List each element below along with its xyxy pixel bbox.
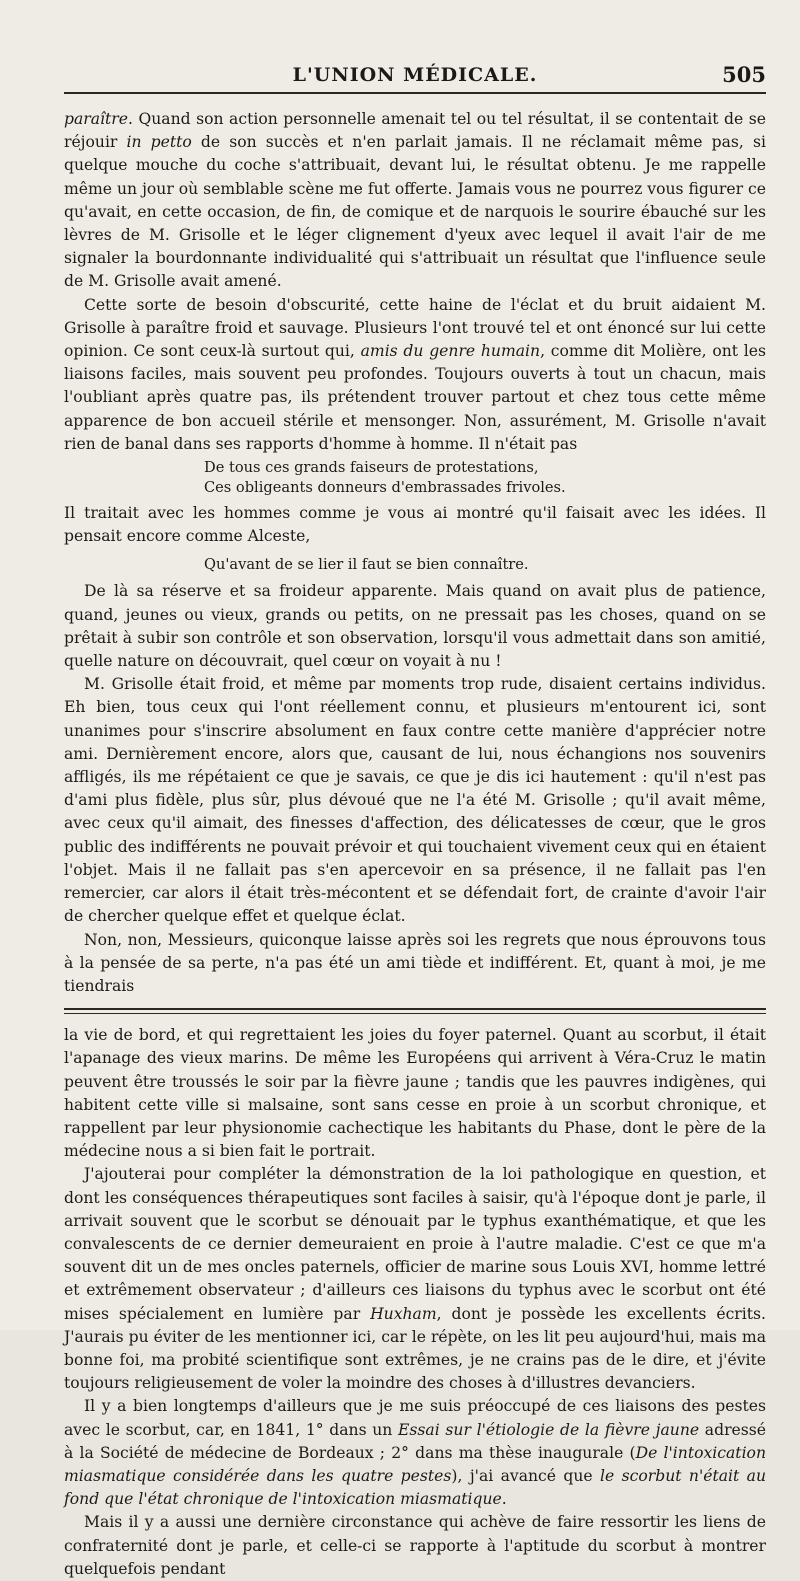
paragraph: De là sa réserve et sa froideur apparente. Mais quand on avait plus de patience, quand, jeunes ou vieux, grands ou petits, on ne pressait pas les choses, quand on se prêtait à subir son contrôle et son observation, lorsqu'il vous admettait dans son amitié, quelle nature on découvrait, quel cœur on voyait à nu ! [64,582,766,671]
text-run: de son succès et n'en parlait jamais. Il ne réclamait même pas, si quelque mouche du coche s'attribuait, devant lui, le résultat obtenu. Je me rappelle même un jour où semblable scène me fut offerte. Jamais vous ne pourrez vous figurer ce qu'avait, en cette occasion, de fin, de comique et de narquois le sourire ébauché sur les lèvres de M. Grisolle et le léger clignement d'yeux avec lequel il avait l'air de me signaler la bourdonnante individualité qui s'attribuait un résultat que l'influence seule de M. Grisolle avait amené. [64,133,766,291]
text-run: adressé à la Société de médecine de Bordeaux ; 2° dans ma thèse inaugurale ( [64,1420,766,1462]
italic-text: in petto [126,133,192,152]
page-number: 505 [722,62,766,87]
paragraph: Mais il y a aussi une dernière circonstance qui achève de faire ressortir les liens de confraternité dont je parle, et celle-ci se rapporte à l'aptitude du scorbut à montrer quelquefois pendant [64,1513,766,1578]
verse-line: De tous ces grands faiseurs de protestations, [204,459,539,477]
verse-line: Ces obligeants donneurs d'embrassades frivoles. [204,479,566,497]
text-run: , comme dit Molière, ont les liaisons faciles, mais souvent peu profondes. Toujours ouverts à tout un chacun, mais l'oubliant après quatre pas, ils prétendent trouver partout et chez tous cette même apparence de bon accueil stérile et mensonger. Non, assurément, M. Grisolle n'avait rien de banal dans ses rapports d'homme à homme. Il n'était pas [64,342,767,453]
running-header [64,58,766,94]
text-run: . Quand son action personnelle amenait tel ou tel résultat, il se contentait de se réjouir [64,110,766,152]
italic-text: Huxham [370,1304,437,1323]
text-run: J'ajouterai pour compléter la démonstration de la loi pathologique en question, et dont les conséquences thérapeutiques sont faciles à saisir, qu'à l'époque dont je parle, il arrivait souvent que le scorbut se dénouait par le typhus exanthématique, et que les convalescents de ce dernier demeuraient en proie à l'autre maladie. C'est ce que m'a souvent dit un de mes oncles paternels, officier de marine sous Louis XVI, homme lettré et extrêmement observateur ; d'ailleurs ces liaisons du typhus avec le scorbut ont été mises spécialement en lumière par [64,1165,766,1323]
journal-title: L'UNION MÉDICALE. [292,64,538,86]
italic-text: De l'intoxication miasmatique considérée dans les quatre pestes [64,1443,766,1485]
paragraph [64,1163,766,1395]
feuilleton-article [64,1024,766,1581]
verse-quote: Qu'avant de se lier il faut se bien connaître. [204,556,529,574]
paragraph: la vie de bord, et qui regrettaient les joies du foyer paternel. Quant au scorbut, il était l'apanage des vieux marins. De même les Européens qui arrivent à Véra-Cruz le matin peuvent être troussés le soir par la fièvre jaune ; tandis que les pauvres indigènes, qui habitent cette ville si malsaine, sont sans cesse en proie à un scorbut chronique, et rappellent par leur physionomie cachectique les habitants du Phase, dont le père de la médecine nous a si bien fait le portrait. [64,1026,766,1161]
italic-text: le scorbut n'était au fond que l'état chronique de l'intoxication miasmatique [64,1466,767,1509]
italic-text: Essai sur l'étiologie de la fièvre jaune [398,1420,700,1439]
section-divider [64,1008,766,1014]
text-run: . [501,1490,507,1509]
eulogy-article [64,108,766,998]
paragraph: M. Grisolle était froid, et même par moments trop rude, disaient certains individus. Eh bien, tous ceux qui l'ont réellement connu, et plusieurs m'entourent ici, sont unanimes pour s'inscrire absolument en faux contre cette manière d'apprécier notre ami. Dernièrement encore, alors que, causant de lui, nous échangions nos souvenirs affligés, ils me répétaient ce que je savais, ce que je dis ici hautement : qu'il n'est pas d'ami plus fidèle, plus sûr, plus dévoué que ne l'a été M. Grisolle ; qu'il avait même, avec ceux qu'il aimait, des finesses d'affection, des délicatesses de cœur, que le gros public des indifférents ne pouvait prévoir et qui touchaient vivement ceux qui en étaient l'objet. Mais il ne fallait pas s'en apercevoir en sa présence, il ne fallait pas l'en remercier, car alors il était très-mécontent et se défendait fort, de crainte d'avoir l'air de chercher quelque effet et quelque éclat. [64,675,766,926]
text-run: Cette sorte de besoin d'obscurité, cette haine de l'éclat et du bruit aidaient M. Grisolle à paraître froid et sauvage. Plusieurs l'ont trouvé tel et ont énoncé sur lui cette opinion. Ce sont ceux-là surtout qui, [64,295,766,361]
paragraph: Non, non, Messieurs, quiconque laisse après soi les regrets que nous éprouvons tous à la pensée de sa perte, n'a pas été un ami tiède et indifférent. Et, quant à moi, je me tiendrais [64,930,766,995]
text-run: ), j'ai avancé que [451,1466,601,1485]
text-run: Il y a bien longtemps d'ailleurs que je me suis préoccupé de ces liaisons des pestes avec le scorbut, car, en 1841, 1° dans un [64,1397,766,1439]
paragraph [64,1395,766,1511]
paragraph [64,108,766,294]
italic-text: paraître [64,110,128,128]
italic-text: amis du genre humain [360,342,541,361]
text-run: , dont je possède les excellents écrits. J'aurais pu éviter de les mentionner ici, car le répète, on les lit peu aujourd'hui, mais ma bonne foi, ma probité scientifique sont extrêmes, je ne crains pas de le dire, et j'évite toujours religieusement de voler la moindre des choses à d'illustres devanciers. [64,1304,766,1393]
paragraph: Il traitait avec les hommes comme je vous ai montré qu'il faisait avec les idées. Il pensait encore comme Alceste, [64,504,766,546]
paragraph [64,294,766,456]
verse-quote [204,458,766,498]
